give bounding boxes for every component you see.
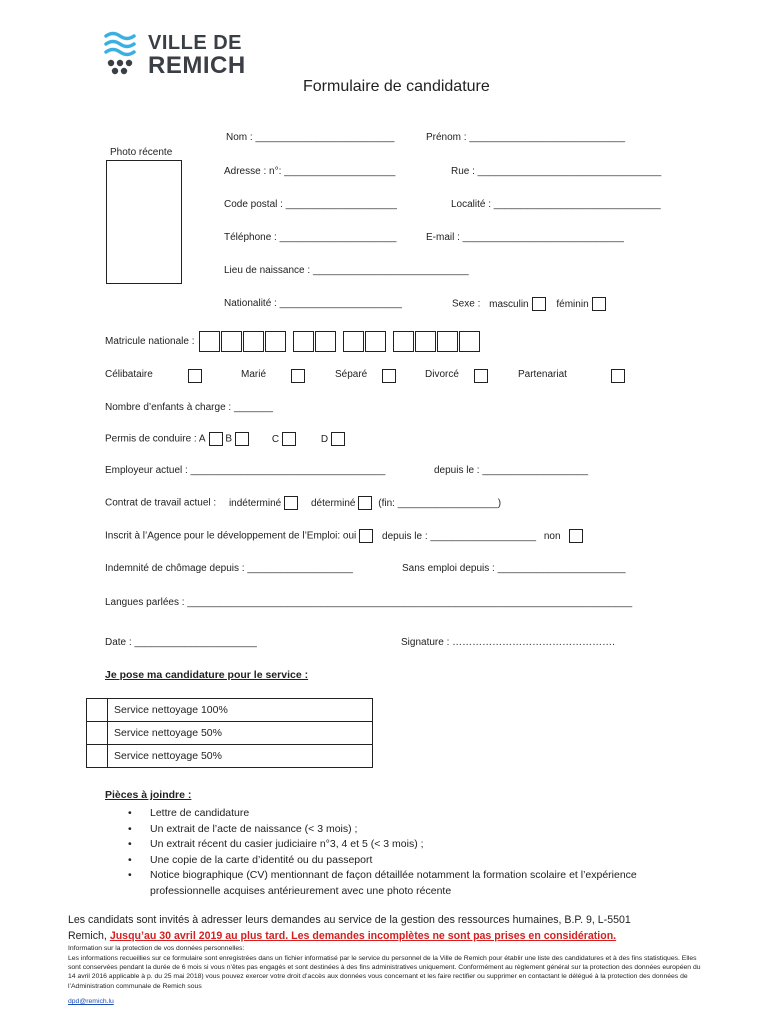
permis-c-checkbox[interactable] xyxy=(282,432,296,446)
etat-civil-row xyxy=(105,369,635,385)
field-enfants[interactable]: Nombre d’enfants à charge : _______ xyxy=(105,402,273,413)
sexe-label: Sexe : xyxy=(452,298,481,310)
field-localite[interactable]: Localité : ______________________________ xyxy=(451,199,661,210)
bullet-icon: • xyxy=(128,822,132,835)
service-label-3: Service nettoyage 50% xyxy=(108,745,373,768)
permis-label: Permis de conduire : A xyxy=(105,433,206,445)
page-title: Formulaire de candidature xyxy=(303,78,490,95)
field-signature[interactable]: Signature : …………………………………………. xyxy=(401,637,615,648)
divorce-label: Divorcé xyxy=(425,369,459,380)
service-label-1: Service nettoyage 100% xyxy=(108,699,373,722)
matricule-digit-box[interactable] xyxy=(221,331,242,352)
list-item: • Une copie de la carte d’identité ou du passeport xyxy=(128,853,728,869)
feminin-label: féminin xyxy=(556,298,589,310)
adem-depuis[interactable]: depuis le : ___________________ xyxy=(382,530,537,542)
pieces-list xyxy=(128,806,728,899)
adem-non-checkbox[interactable] xyxy=(569,529,583,543)
field-adresse[interactable]: Adresse : n°: ____________________ xyxy=(224,166,396,177)
service-table xyxy=(86,698,373,768)
marie-label: Marié xyxy=(241,369,267,380)
permis-b-checkbox[interactable] xyxy=(235,432,249,446)
field-code-postal[interactable]: Code postal : ____________________ xyxy=(224,199,397,210)
table-row xyxy=(87,722,373,745)
matricule-digit-box[interactable] xyxy=(199,331,220,352)
separe-checkbox[interactable] xyxy=(382,369,396,383)
marie-checkbox[interactable] xyxy=(291,369,305,383)
logo-line2: REMICH xyxy=(148,52,246,79)
adem-label: Inscrit à l’Agence pour le développement de l’Emploi: oui xyxy=(105,530,357,542)
privacy-title: Information sur la protection de vos données personnelles: xyxy=(68,945,245,952)
photo-frame[interactable] xyxy=(106,160,182,284)
list-item: • Lettre de candidature xyxy=(128,806,728,822)
indetermine-label: indéterminé xyxy=(228,497,282,509)
service-checkbox-1[interactable] xyxy=(87,699,108,722)
bullet-icon: • xyxy=(128,853,132,866)
contrat-fin[interactable]: (fin: __________________) xyxy=(378,497,502,509)
contrat-row xyxy=(105,496,501,510)
matricule-boxes[interactable] xyxy=(199,336,481,347)
privacy-email-link[interactable]: dpd@remich.lu xyxy=(68,998,114,1005)
matricule-digit-box[interactable] xyxy=(243,331,264,352)
matricule-digit-box[interactable] xyxy=(393,331,414,352)
matricule-digit-box[interactable] xyxy=(343,331,364,352)
field-employeur-depuis[interactable]: depuis le : ___________________ xyxy=(434,465,589,476)
bullet-icon: • xyxy=(128,869,132,881)
matricule-digit-box[interactable] xyxy=(315,331,336,352)
feminin-checkbox[interactable] xyxy=(592,297,606,311)
service-checkbox-3[interactable] xyxy=(87,745,108,768)
field-rue[interactable]: Rue : _________________________________ xyxy=(451,166,662,177)
adem-non-label: non xyxy=(543,530,561,542)
celibataire-checkbox[interactable] xyxy=(188,369,202,383)
masculin-label: masculin xyxy=(489,298,529,310)
matricule-digit-box[interactable] xyxy=(415,331,436,352)
service-heading: Je pose ma candidature pour le service : xyxy=(105,669,309,681)
bullet-icon: • xyxy=(128,807,132,819)
divorce-checkbox[interactable] xyxy=(474,369,488,383)
matricule-row xyxy=(105,331,481,352)
indetermine-checkbox[interactable] xyxy=(284,496,298,510)
masculin-checkbox[interactable] xyxy=(532,297,546,311)
field-chomage[interactable]: Indemnité de chômage depuis : ___________________ xyxy=(105,563,353,574)
permis-a-checkbox[interactable] xyxy=(209,432,223,446)
footer-line2 xyxy=(68,930,616,942)
deadline-notice: Jusqu’au 30 avril 2019 au plus tard. Les demandes incomplètes ne sont pas prises en considération. xyxy=(109,930,617,942)
matricule-digit-box[interactable] xyxy=(437,331,458,352)
list-item: • Un extrait de l’acte de naissance (< 3 mois) ; xyxy=(128,822,728,838)
adem-row xyxy=(105,529,583,543)
footer-line1: Les candidats sont invités à adresser leurs demandes au service de la gestion des ressources humaines, B.P. 9, L-5501 xyxy=(68,914,631,926)
matricule-digit-box[interactable] xyxy=(265,331,286,352)
permis-b-label: B xyxy=(225,433,233,445)
table-row xyxy=(87,699,373,722)
field-langues[interactable]: Langues parlées : ________________________________________________________________________________ xyxy=(105,597,633,608)
table-row xyxy=(87,745,373,768)
field-telephone[interactable]: Téléphone : _____________________ xyxy=(224,232,397,243)
contrat-label: Contrat de travail actuel : xyxy=(105,497,217,509)
determine-checkbox[interactable] xyxy=(358,496,372,510)
service-label-2: Service nettoyage 50% xyxy=(108,722,373,745)
field-prenom[interactable]: Prénom : ____________________________ xyxy=(426,132,626,143)
privacy-text: Les informations recueillies sur ce formulaire sont enregistrées dans un fichier informatisé par le service du personnel de la Ville de Remich pour établir une liste des candidatures et à des fins statistiques. Elles sont conservées pendant la durée de 6 mois si vous n’êtes pas engagés et sont destinées à des fins administratives uniquement. Conformément au règlement général sur la protection des données européen du 14 avril 2016 applicable à p. du 25 mai 2018) vous pouvez exercer votre droit d’accès aux données vous concernant et les faire rectifier ou supprimer en contactant le délégué à la protection des données de l’Administration communale de Remich sous xyxy=(68,955,701,990)
matricule-digit-box[interactable] xyxy=(293,331,314,352)
list-item: • Notice biographique (CV) mentionnant de façon détaillée notamment la formation scolaire et l’expérience professionnelle acquises antérieurement avec une photo récente xyxy=(128,869,637,897)
permis-c-label: C xyxy=(271,433,280,445)
field-nationalite[interactable]: Nationalité : ______________________ xyxy=(224,298,402,309)
list-item: • Un extrait récent du casier judiciaire n°3, 4 et 5 (< 3 mois) ; xyxy=(128,837,728,853)
footer-remich: Remich, xyxy=(68,930,107,942)
bullet-icon: • xyxy=(128,838,132,850)
pieces-heading: Pièces à joindre : xyxy=(105,789,192,801)
permis-d-checkbox[interactable] xyxy=(331,432,345,446)
adem-oui-checkbox[interactable] xyxy=(359,529,373,543)
matricule-digit-box[interactable] xyxy=(459,331,480,352)
logo-waves-icon xyxy=(104,30,140,80)
permis-d-label: D xyxy=(320,433,329,445)
field-employeur[interactable]: Employeur actuel : ___________________________________ xyxy=(105,465,386,476)
partenariat-checkbox[interactable] xyxy=(611,369,625,383)
matricule-label: Matricule nationale : xyxy=(105,336,195,347)
sexe-group xyxy=(452,297,606,311)
field-nom[interactable]: Nom : _________________________ xyxy=(226,132,395,143)
separe-label: Séparé xyxy=(335,369,368,380)
service-checkbox-2[interactable] xyxy=(87,722,108,745)
field-sans-emploi[interactable]: Sans emploi depuis : _______________________ xyxy=(402,563,626,574)
determine-label: déterminé xyxy=(311,497,356,509)
field-lieu-naissance[interactable]: Lieu de naissance : ____________________________ xyxy=(224,265,469,276)
field-email[interactable]: E-mail : _____________________________ xyxy=(426,232,624,243)
field-date[interactable]: Date : ______________________ xyxy=(105,637,257,648)
celibataire-label: Célibataire xyxy=(105,369,153,380)
photo-label: Photo récente xyxy=(110,147,173,158)
matricule-digit-box[interactable] xyxy=(365,331,386,352)
partenariat-label: Partenariat xyxy=(518,369,567,380)
permis-row xyxy=(105,432,345,446)
logo-line1: VILLE DE xyxy=(148,32,243,54)
